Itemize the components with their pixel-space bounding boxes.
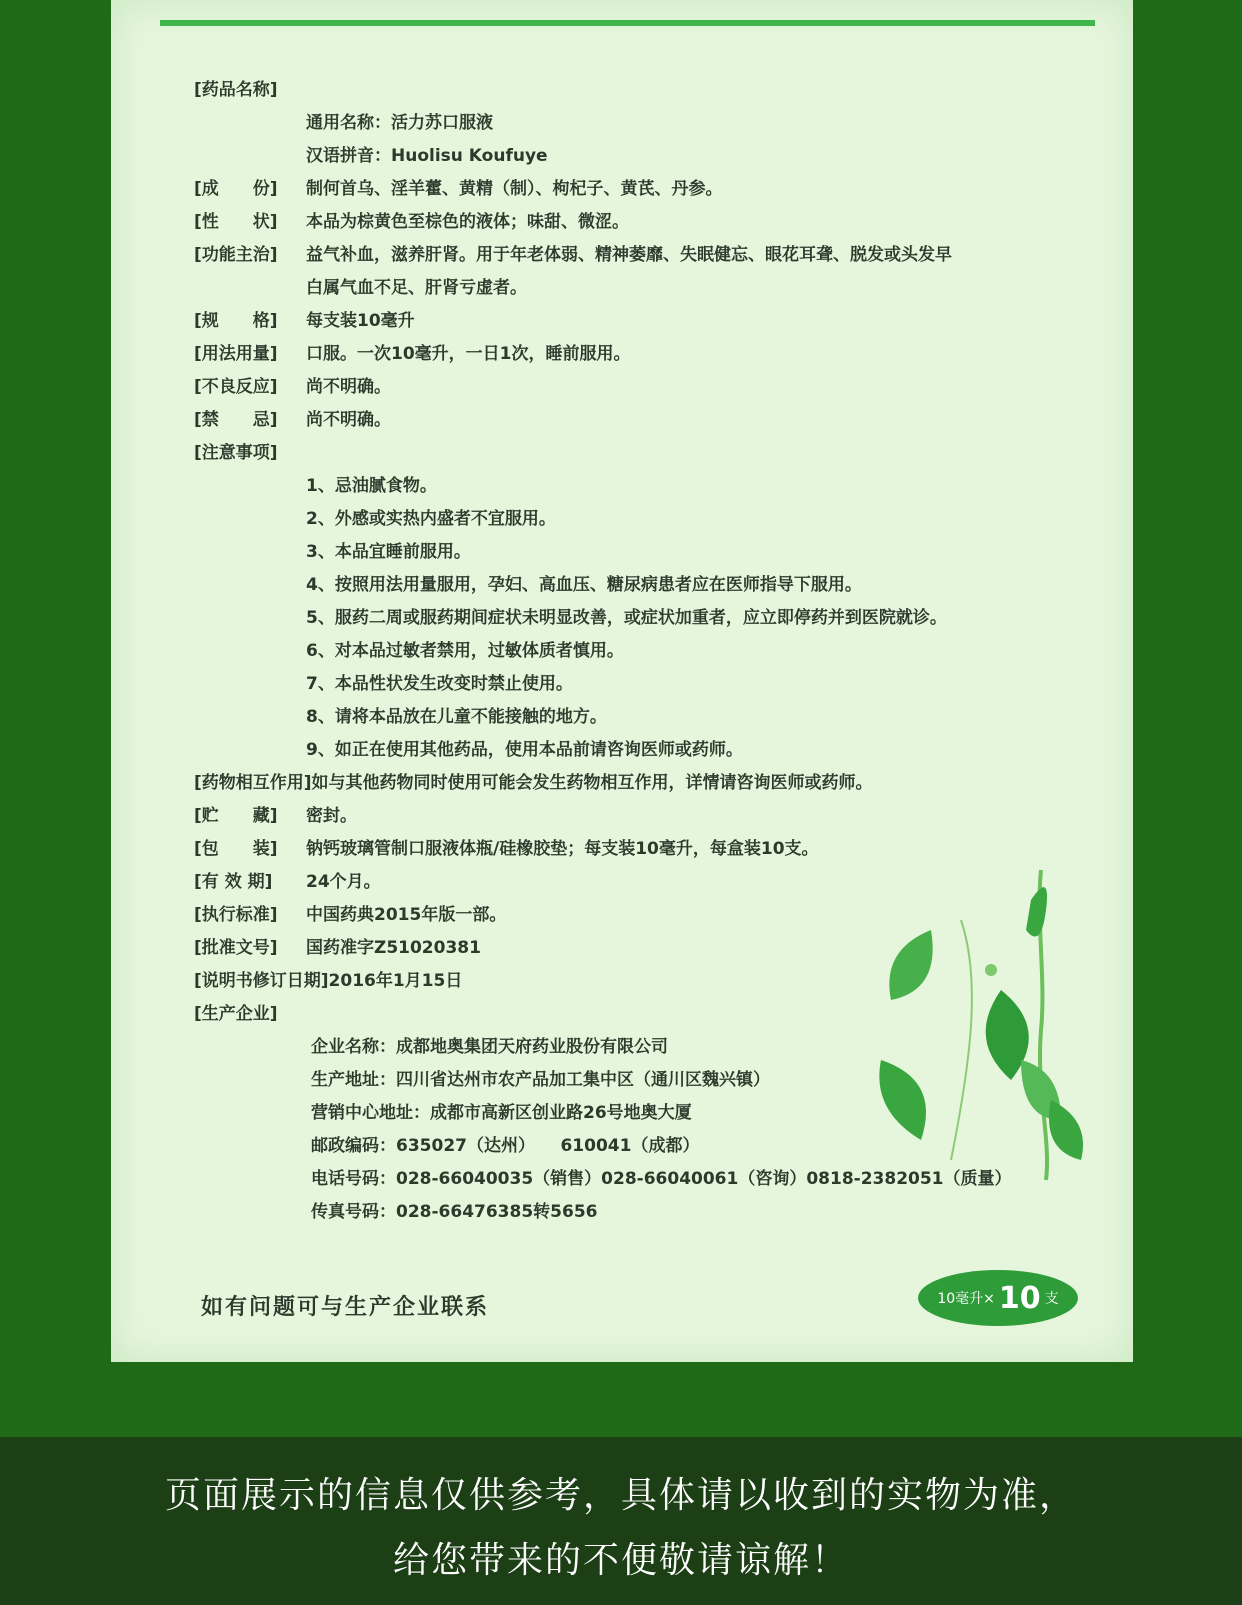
approval-row: [批准文号] 国药准字Z51020381	[194, 938, 481, 958]
adverse-row: [不良反应] 尚不明确。	[194, 377, 391, 397]
badge-unit: 支	[1044, 1291, 1059, 1307]
notes-heading: [注意事项]	[194, 443, 278, 463]
name-heading: [药品名称]	[194, 80, 278, 100]
maker-heading: [生产企业]	[194, 1004, 278, 1024]
maker-line: 营销中心地址：成都市高新区创业路26号地奥大厦	[311, 1103, 692, 1123]
quantity-badge	[918, 1270, 1078, 1326]
package-row: [包 装] 钠钙玻璃管制口服液体瓶/硅橡胶垫；每支装10毫升，每盒装10支。	[194, 839, 819, 859]
badge-count: 10	[998, 1280, 1041, 1316]
contra-row: [禁 忌] 尚不明确。	[194, 410, 391, 430]
indications-row: [功能主治] 益气补血，滋养肝肾。用于年老体弱、精神萎靡、失眠健忘、眼花耳聋、脱发或头发早	[194, 245, 952, 265]
note-item: 2、外感或实热内盛者不宜服用。	[306, 509, 556, 529]
maker-line: 邮政编码：635027（达州） 610041（成都）	[311, 1136, 700, 1156]
storage-row: [贮 藏] 密封。	[194, 806, 357, 826]
maker-line: 传真号码：028-66476385转5656	[311, 1202, 598, 1222]
usage-row: [用法用量] 口服。一次10毫升，一日1次，睡前服用。	[194, 344, 631, 364]
note-item: 8、请将本品放在儿童不能接触的地方。	[306, 707, 607, 727]
note-item: 5、服药二周或服药期间症状未明显改善，或症状加重者，应立即停药并到医院就诊。	[306, 608, 947, 628]
note-item: 1、忌油腻食物。	[306, 476, 437, 496]
top-rule	[160, 20, 1095, 26]
plant-illustration-icon	[841, 860, 1111, 1190]
disclaimer-footer	[0, 1437, 1242, 1605]
note-item: 4、按照用法用量服用，孕妇、高血压、糖尿病患者应在医师指导下服用。	[306, 575, 862, 595]
indications-row-2: 白属气血不足、肝肾亏虚者。	[306, 278, 527, 298]
maker-line: 生产地址：四川省达州市农产品加工集中区（通川区魏兴镇）	[311, 1070, 770, 1090]
interaction-row: [药物相互作用]如与其他药物同时使用可能会发生药物相互作用，详情请咨询医师或药师。	[194, 773, 873, 793]
note-item: 7、本品性状发生改变时禁止使用。	[306, 674, 573, 694]
maker-line: 电话号码：028-66040035（销售）028-66040061（咨询）0818-2382051（质量）	[311, 1169, 1012, 1189]
appearance-row: [性 状] 本品为棕黄色至棕色的液体；味甜、微涩。	[194, 212, 629, 232]
note-item: 3、本品宜睡前服用。	[306, 542, 471, 562]
maker-line: 企业名称：成都地奥集团天府药业股份有限公司	[311, 1037, 668, 1057]
validity-row: [有 效 期] 24个月。	[194, 872, 381, 892]
contact-note: 如有问题可与生产企业联系	[201, 1295, 490, 1320]
standard-row: [执行标准] 中国药典2015年版一部。	[194, 905, 507, 925]
disclaimer-line-2: 给您带来的不便敬请谅解！	[392, 1540, 849, 1581]
badge-small-text: 10毫升×	[937, 1291, 995, 1307]
spec-row: [规 格] 每支装10毫升	[194, 311, 415, 331]
ingredients-row: [成 份] 制何首乌、淫羊藿、黄精（制）、枸杞子、黄芪、丹参。	[194, 179, 723, 199]
generic-name: 通用名称：活力苏口服液	[306, 113, 493, 133]
note-item: 6、对本品过敏者禁用，过敏体质者慎用。	[306, 641, 624, 661]
disclaimer-line-1: 页面展示的信息仅供参考，具体请以收到的实物为准，	[164, 1475, 1077, 1516]
leaflet-paper	[111, 0, 1133, 1362]
note-item: 9、如正在使用其他药品，使用本品前请咨询医师或药师。	[306, 740, 743, 760]
revision-row: [说明书修订日期]2016年1月15日	[194, 971, 463, 991]
pinyin-name: 汉语拼音：Huolisu Koufuye	[306, 146, 548, 166]
